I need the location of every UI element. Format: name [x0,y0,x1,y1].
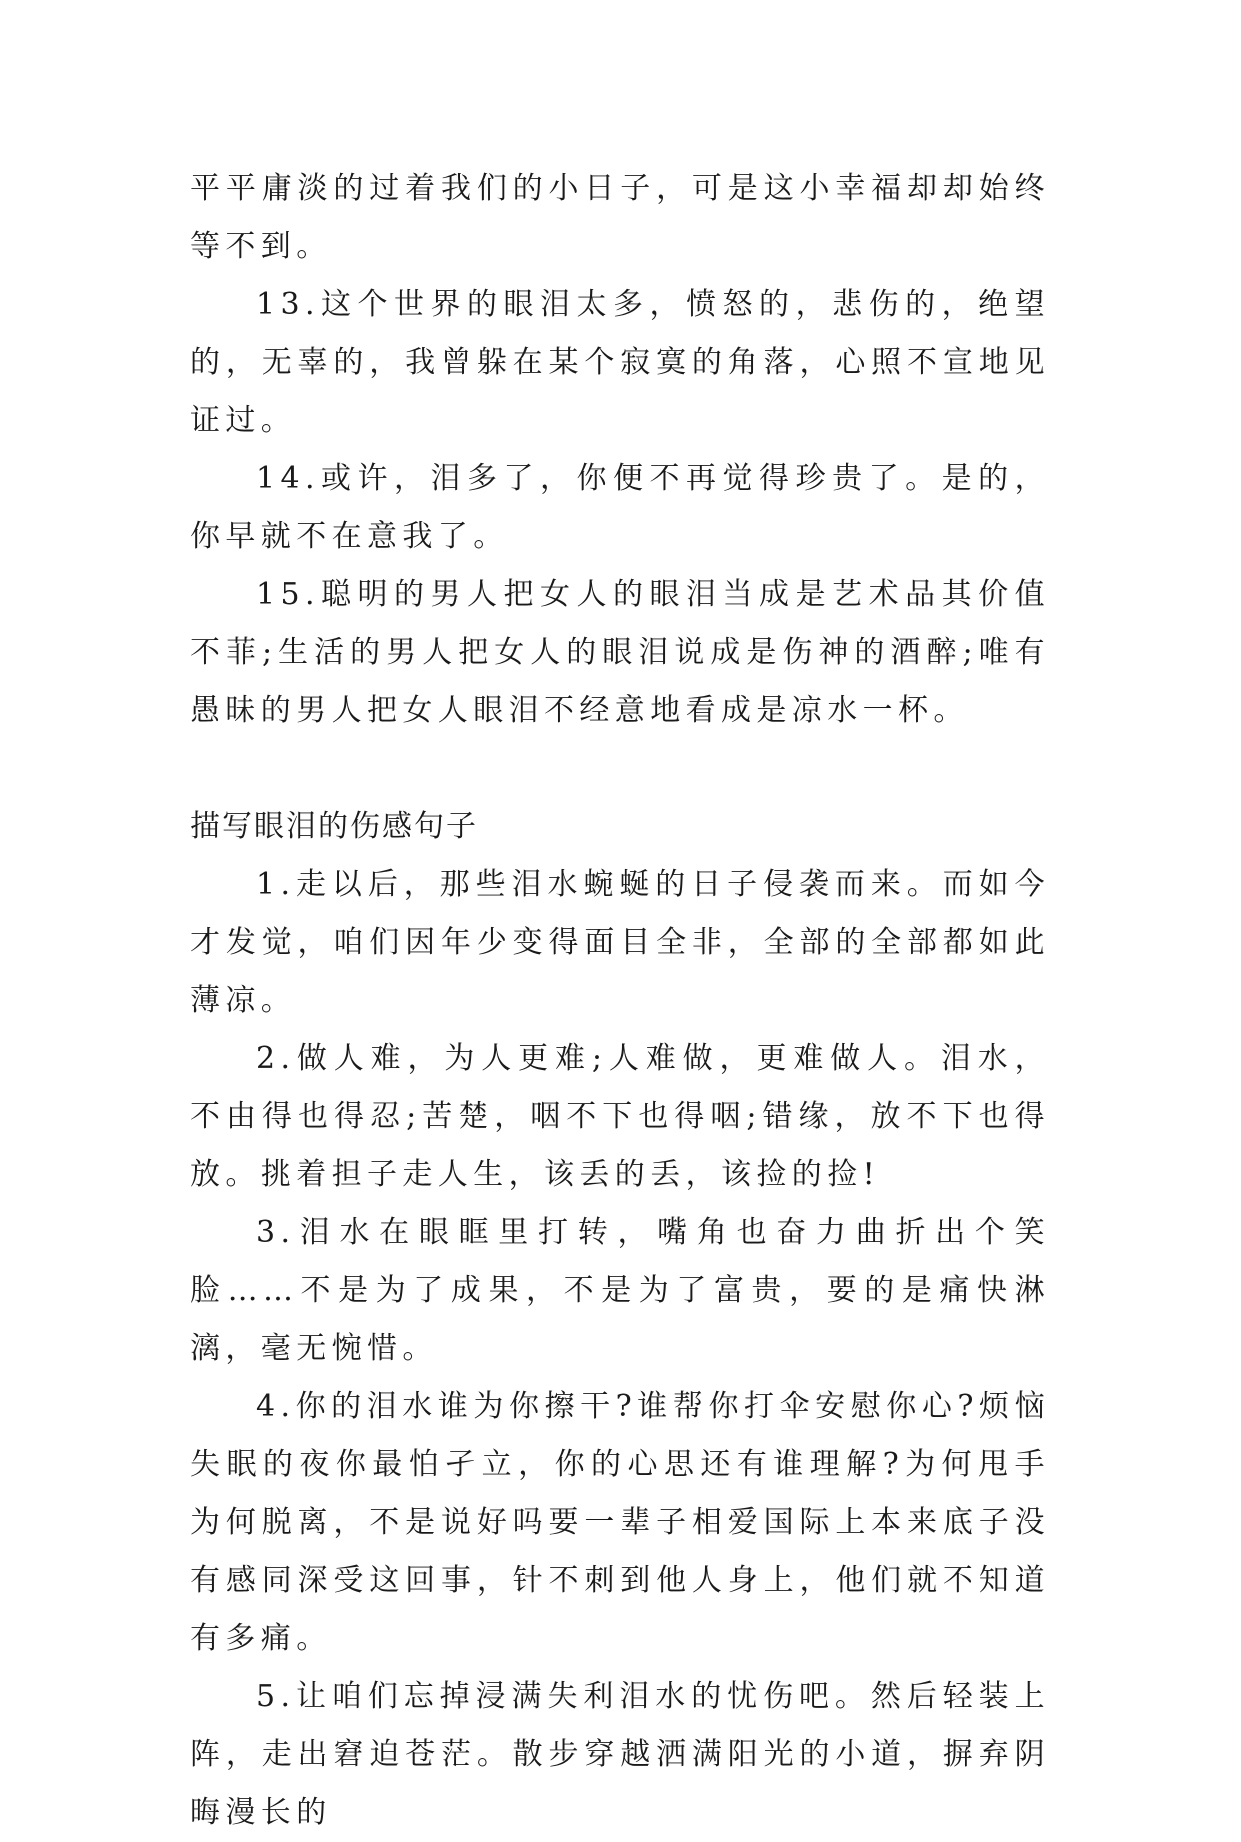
paragraph-13: 13.这个世界的眼泪太多，愤怒的，悲伤的，绝望的，无辜的，我曾躲在某个寂寞的角落，心照不宣地见证过。 [190,287,1050,438]
paragraph-3: 3.泪水在眼眶里打转，嘴角也奋力曲折出个笑脸……不是为了成果，不是为了富贵，要的是痛快淋漓，毫无惋惜。 [190,1215,1050,1366]
section-gap [190,740,1050,798]
paragraph-continuation: 平平庸淡的过着我们的小日子，可是这小幸福却却始终等不到。 [190,171,1050,264]
document-body [190,160,1050,1842]
paragraph-5: 5.让咱们忘掉浸满失利泪水的忧伤吧。然后轻装上阵，走出窘迫苍茫。散步穿越洒满阳光的小道，摒弃阴晦漫长的 [190,1679,1050,1830]
paragraph-4: 4.你的泪水谁为你擦干?谁帮你打伞安慰你心?烦恼失眠的夜你最怕孑立，你的心思还有谁理解?为何甩手为何脱离，不是说好吗要一辈子相爱国际上本来底子没有感同深受这回事，针不刺到他人身上，他们就不知道有多痛。 [190,1389,1050,1656]
section-heading: 描写眼泪的伤感句子 [190,809,478,844]
paragraph-1: 1.走以后，那些泪水蜿蜒的日子侵袭而来。而如今才发觉，咱们因年少变得面目全非，全部的全部都如此薄凉。 [190,867,1050,1018]
paragraph-15: 15.聪明的男人把女人的眼泪当成是艺术品其价值不菲;生活的男人把女人的眼泪说成是伤神的酒醉;唯有愚昧的男人把女人眼泪不经意地看成是凉水一杯。 [190,577,1050,728]
paragraph-14: 14.或许，泪多了，你便不再觉得珍贵了。是的，你早就不在意我了。 [190,461,1050,554]
paragraph-2: 2.做人难，为人更难;人难做，更难做人。泪水，不由得也得忍;苦楚，咽不下也得咽;错缘，放不下也得放。挑着担子走人生，该丢的丢，该捡的捡! [190,1041,1050,1192]
